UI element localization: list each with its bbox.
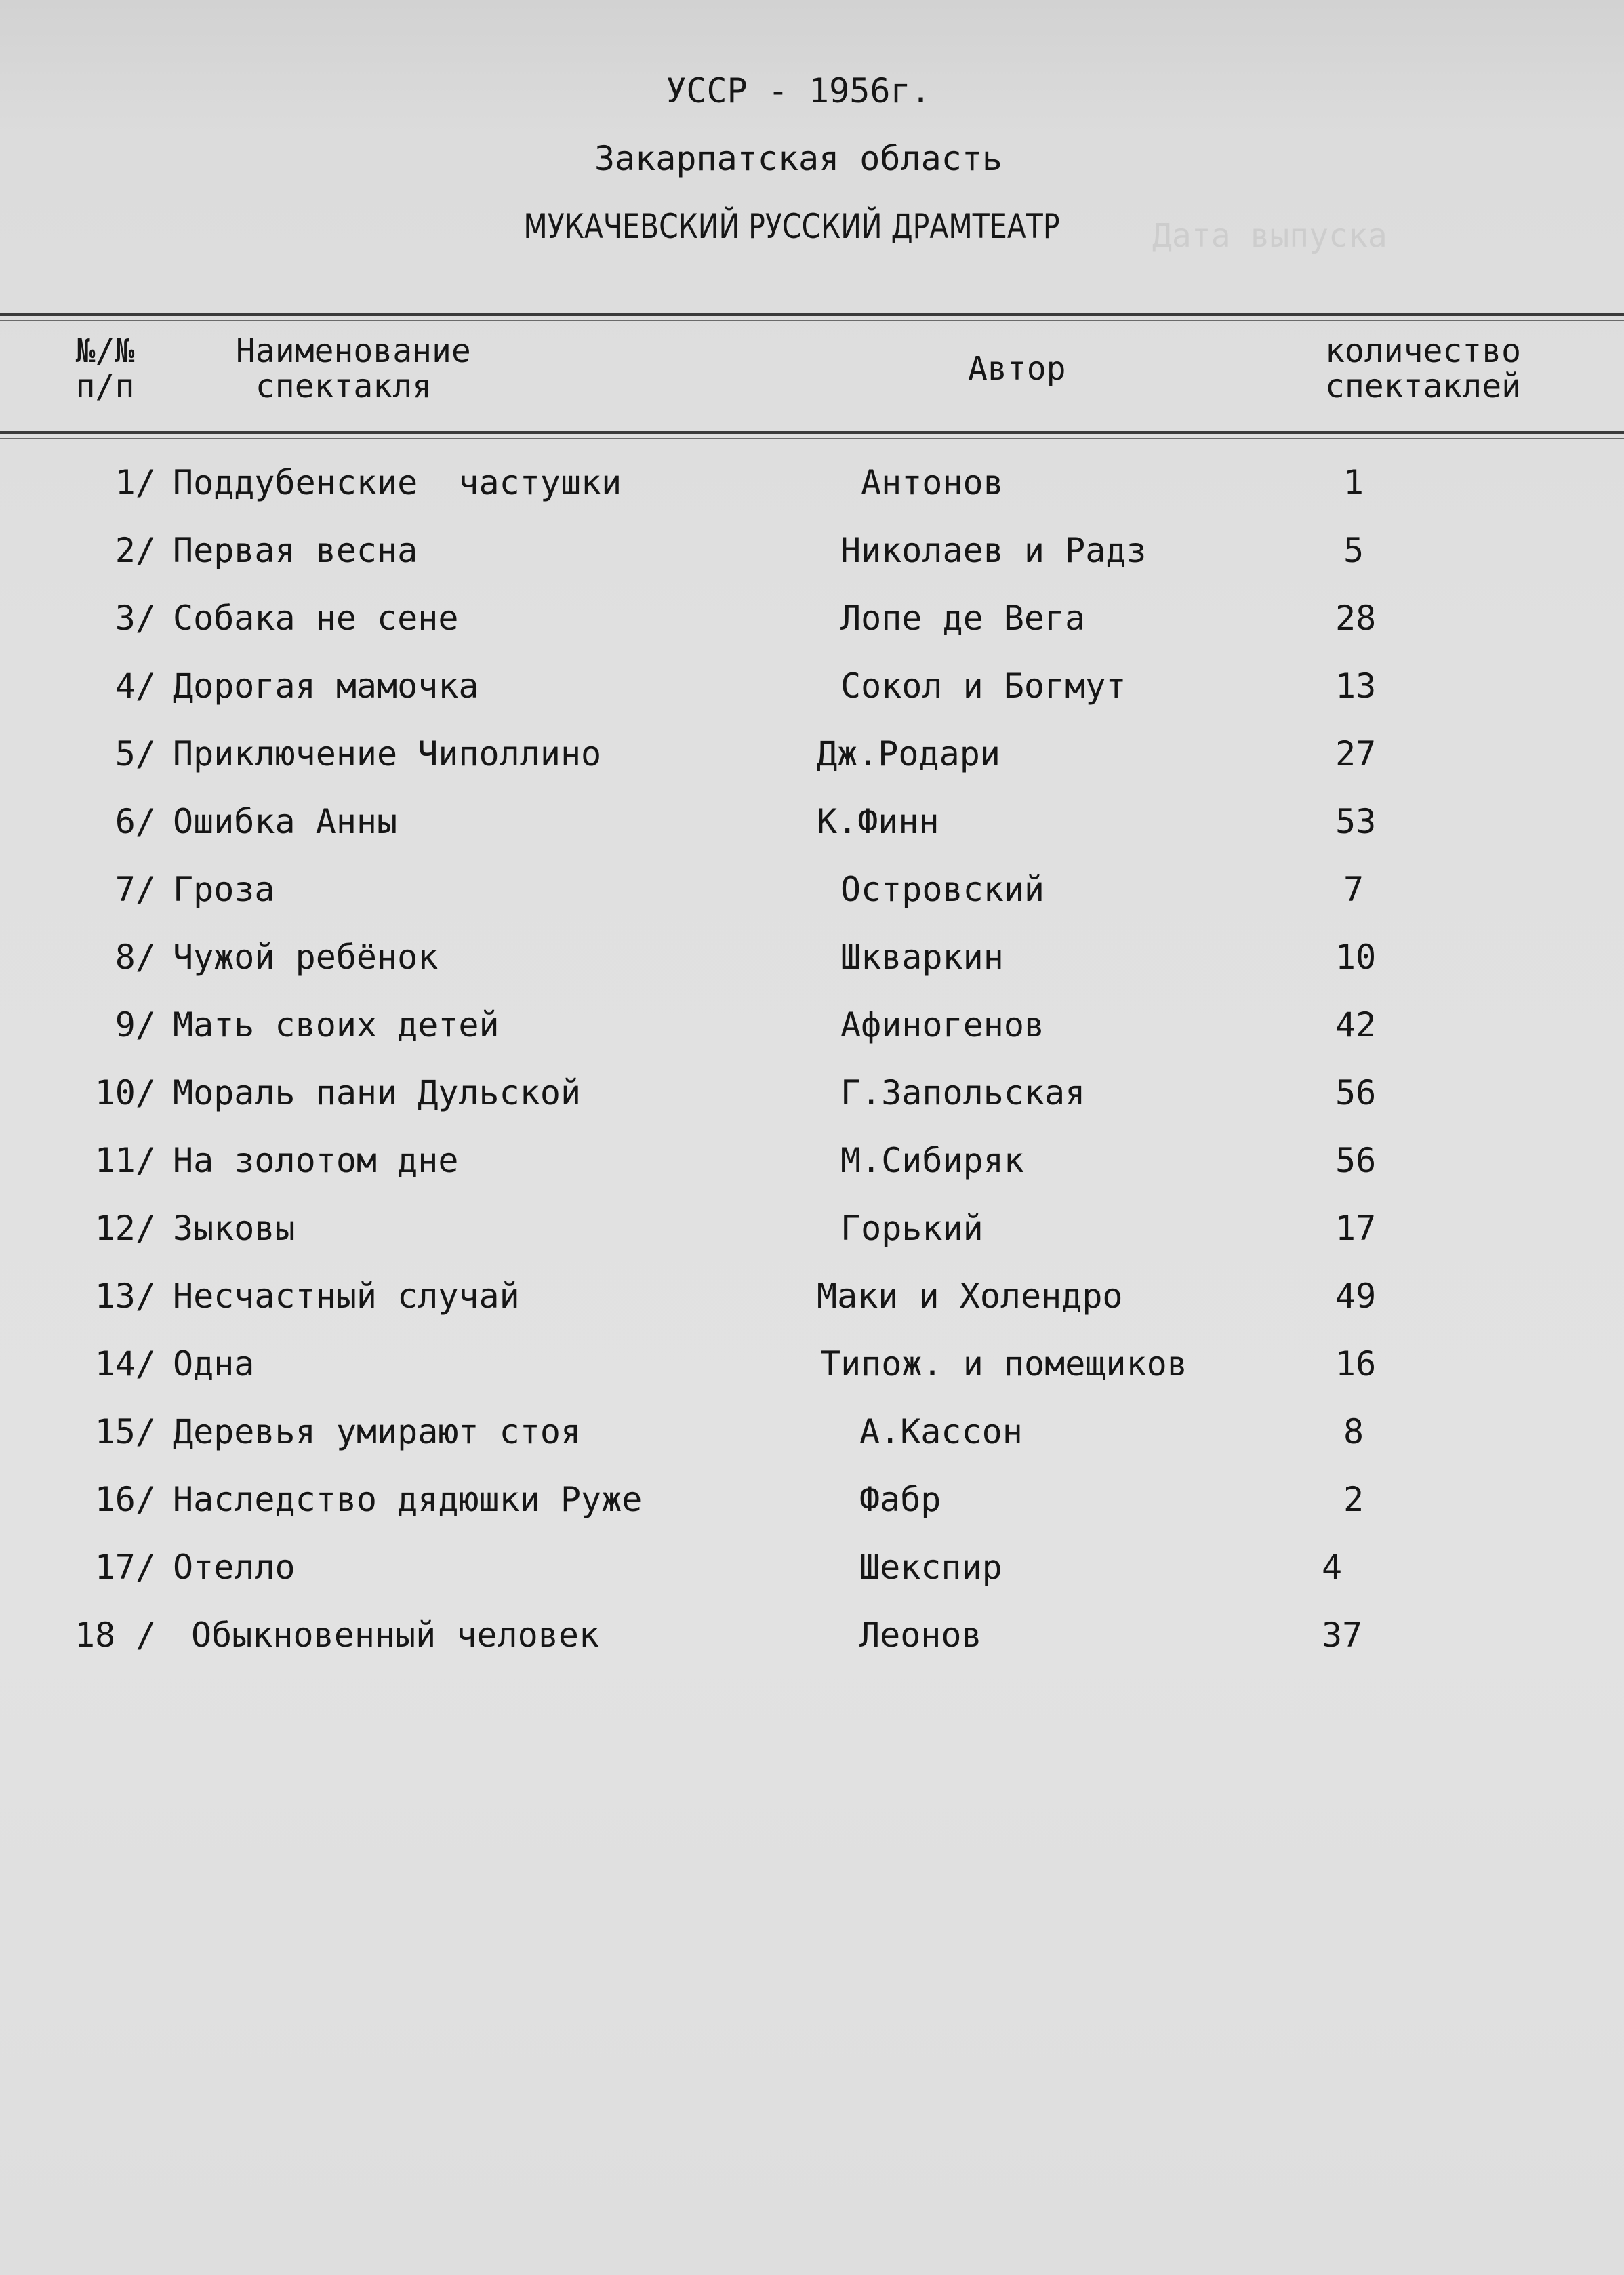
row-number: 9/ — [115, 1005, 156, 1045]
row-number: 18 / — [75, 1615, 157, 1655]
row-author: Фабр — [859, 1480, 941, 1519]
row-title: Приключение Чиполлино — [173, 734, 602, 773]
row-number: 2/ — [115, 531, 156, 570]
table-row — [0, 531, 1624, 578]
table-row — [0, 599, 1624, 646]
row-count: 53 — [1335, 802, 1377, 841]
table-row — [0, 1548, 1624, 1595]
table-row — [0, 1480, 1624, 1527]
table-row — [0, 666, 1624, 714]
row-author: Леонов — [859, 1615, 982, 1655]
row-number: 4/ — [115, 666, 156, 706]
row-author: Афиногенов — [840, 1005, 1045, 1045]
row-author: Антонов — [861, 463, 1004, 502]
ghost-text: Дата выпуска — [1152, 217, 1387, 255]
row-title: Несчастный случай — [173, 1276, 520, 1316]
row-count: 17 — [1335, 1209, 1377, 1248]
table-row — [0, 1276, 1624, 1324]
row-count: 7 — [1343, 870, 1364, 909]
row-author: Сокол и Богмут — [840, 666, 1126, 706]
row-number: 15/ — [94, 1412, 156, 1451]
row-count: 4 — [1322, 1548, 1343, 1587]
row-title: На золотом дне — [173, 1141, 459, 1180]
row-count: 8 — [1343, 1412, 1364, 1451]
header-region: Закарпатская область — [594, 139, 1003, 178]
row-number: 16/ — [94, 1480, 156, 1519]
row-count: 28 — [1335, 599, 1377, 638]
row-author: Шкваркин — [840, 938, 1004, 977]
table-row — [0, 1005, 1624, 1053]
row-count: 56 — [1335, 1141, 1377, 1180]
row-title: Чужой ребёнок — [173, 938, 439, 977]
row-title: Одна — [173, 1344, 255, 1384]
row-author: Г.Запольская — [840, 1073, 1086, 1112]
table-row — [0, 463, 1624, 510]
row-count: 42 — [1335, 1005, 1377, 1045]
row-title: Зыковы — [173, 1209, 296, 1248]
row-number: 14/ — [94, 1344, 156, 1384]
row-title: Деревья умирают стоя — [173, 1412, 582, 1451]
row-number: 6/ — [115, 802, 156, 841]
row-title: Обыкновенный человек — [191, 1615, 600, 1655]
table-row — [0, 1615, 1624, 1663]
column-header-author: Автор — [968, 350, 1066, 388]
table-row — [0, 802, 1624, 849]
table-row — [0, 1073, 1624, 1121]
table-top-rule — [0, 313, 1624, 316]
row-title: Собака не сене — [173, 599, 459, 638]
row-count: 13 — [1335, 666, 1377, 706]
table-top-rule-thin — [0, 320, 1624, 321]
row-number: 5/ — [115, 734, 156, 773]
row-author: Дж.Родари — [817, 734, 1000, 773]
row-title: Гроза — [173, 870, 275, 909]
column-header-title: Наименование спектакля — [236, 332, 471, 405]
row-author: Николаев и Радз — [840, 531, 1147, 570]
row-author: Маки и Холендро — [817, 1276, 1123, 1316]
row-author: Горький — [840, 1209, 983, 1248]
row-title: Мать своих детей — [173, 1005, 500, 1045]
row-title: Дорогая мамочка — [173, 666, 479, 706]
row-count: 10 — [1335, 938, 1377, 977]
row-number: 3/ — [115, 599, 156, 638]
row-author: М.Сибиряк — [840, 1141, 1024, 1180]
row-count: 16 — [1335, 1344, 1377, 1384]
row-number: 11/ — [94, 1141, 156, 1180]
row-number: 1/ — [115, 463, 156, 502]
row-author: Шекспир — [859, 1548, 1002, 1587]
row-number: 12/ — [94, 1209, 156, 1248]
row-title: Первая весна — [173, 531, 418, 570]
row-author: Типож. и помещиков — [820, 1344, 1187, 1384]
header-theatre: МУКАЧЕВСКИЙ РУССКИЙ ДРАМТЕАТР — [523, 207, 1060, 246]
row-count: 2 — [1343, 1480, 1364, 1519]
row-number: 13/ — [94, 1276, 156, 1316]
column-header-count: количество спектаклей — [1325, 332, 1521, 405]
row-title: Ошибка Анны — [173, 802, 398, 841]
row-number: 17/ — [94, 1548, 156, 1587]
table-row — [0, 1141, 1624, 1188]
table-header-rule-thin — [0, 438, 1624, 439]
header-year: УССР - 1956г. — [666, 71, 931, 110]
row-count: 5 — [1343, 531, 1364, 570]
table-header-rule — [0, 431, 1624, 434]
row-author: Островский — [840, 870, 1045, 909]
table-row — [0, 1412, 1624, 1459]
row-count: 49 — [1335, 1276, 1377, 1316]
row-title: Наследство дядюшки Руже — [173, 1480, 643, 1519]
table-row — [0, 1209, 1624, 1256]
row-title: Поддубенские частушки — [173, 463, 622, 502]
row-number: 10/ — [94, 1073, 156, 1112]
table-row — [0, 1344, 1624, 1392]
row-author: Лопе де Вега — [840, 599, 1086, 638]
row-count: 1 — [1343, 463, 1364, 502]
row-author: А.Кассон — [859, 1412, 1023, 1451]
row-title: Отелло — [173, 1548, 296, 1587]
table-row — [0, 870, 1624, 917]
row-author: К.Финн — [817, 802, 939, 841]
table-row — [0, 938, 1624, 985]
row-title: Мораль пани Дульской — [173, 1073, 582, 1112]
row-count: 37 — [1322, 1615, 1363, 1655]
row-number: 7/ — [115, 870, 156, 909]
row-number: 8/ — [115, 938, 156, 977]
row-count: 56 — [1335, 1073, 1377, 1112]
row-count: 27 — [1335, 734, 1377, 773]
table-row — [0, 734, 1624, 782]
column-header-number: №/№ п/п — [75, 332, 135, 405]
